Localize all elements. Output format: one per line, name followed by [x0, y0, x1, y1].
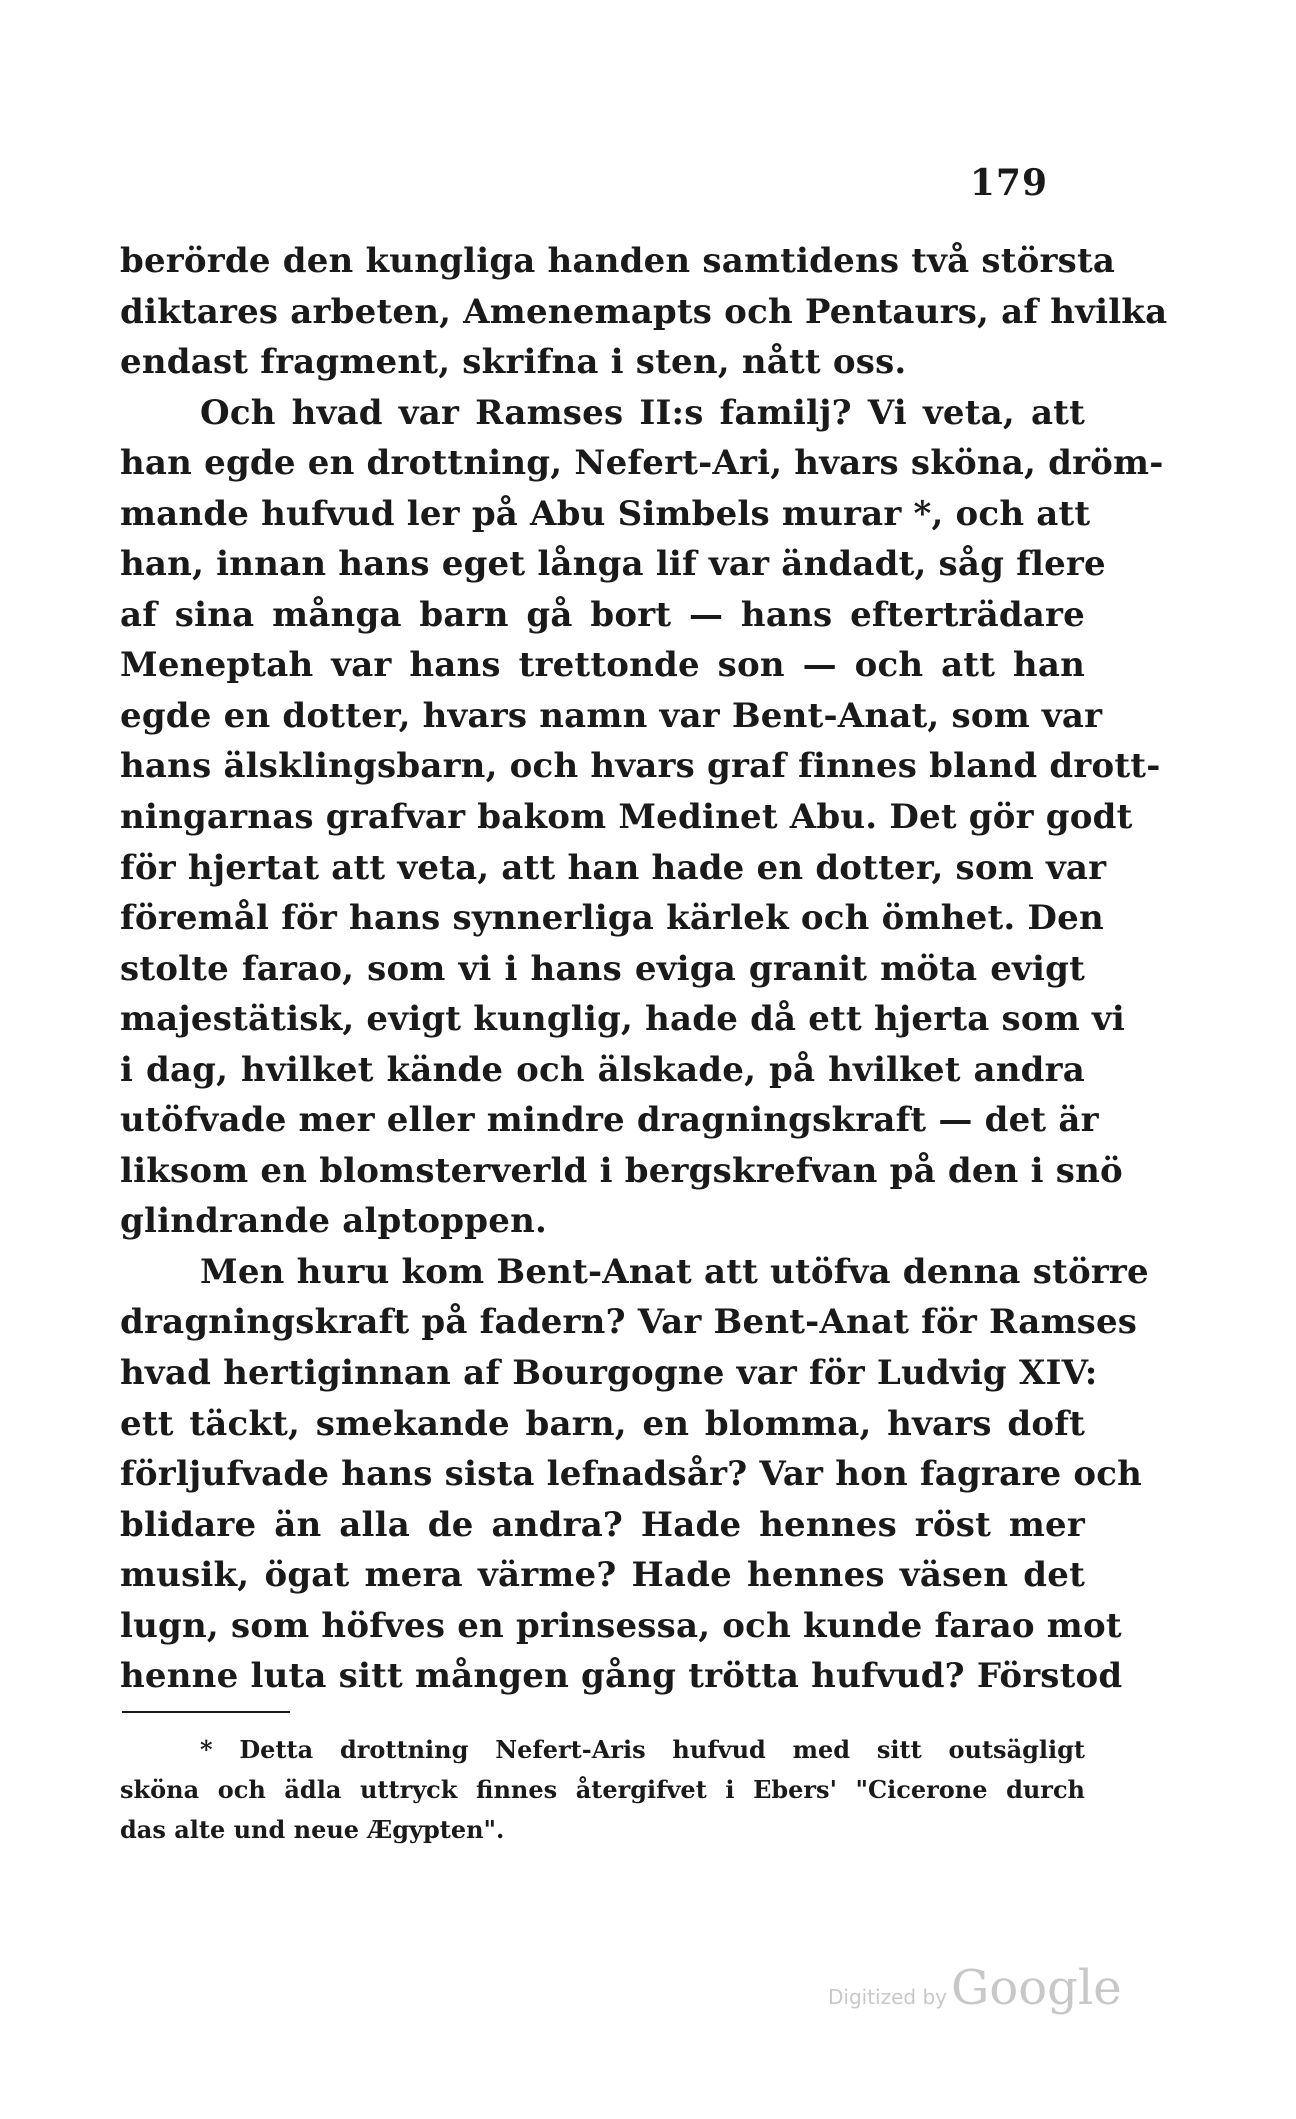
text-line: han, innan hans eget långa lif var ändadt, såg flere [120, 544, 1106, 585]
footnote [120, 1730, 1085, 1850]
text-line: henne luta sitt mången gång trötta hufvud? Förstod [120, 1656, 1123, 1697]
text-line: för hjertat att veta, att han hade en dotter, som var [120, 847, 1107, 888]
text-line: hvad hertiginnan af Bourgogne var för Ludvig XIV: [120, 1353, 1098, 1394]
footnote-line: sköna och ädla uttryck finnes återgifvet i Ebers' "Cicerone durch [120, 1775, 1085, 1804]
text-line: liksom en blomsterverld i bergskrefvan på den i snö [120, 1150, 1123, 1191]
text-line: musik, ögat mera värme? Hade hennes väsen det [120, 1555, 1085, 1596]
text-line: af sina många barn gå bort — hans efterträdare [120, 594, 1085, 635]
text-line: dragningskraft på fadern? Var Bent-Anat för Ramses [120, 1302, 1138, 1343]
body-text [120, 236, 1168, 1702]
text-line: endast fragment, skrifna i sten, nått oss. [120, 342, 907, 383]
google-logo: Google [951, 1960, 1122, 2016]
text-line: Men huru kom Bent-Anat att utöfva denna större [200, 1251, 1149, 1292]
footnote-line: * Detta drottning Nefert-Aris hufvud med sitt outsägligt [200, 1735, 1085, 1764]
footnote-divider [122, 1711, 290, 1713]
text-line: glindrande alptoppen. [120, 1201, 548, 1242]
text-line: Meneptah var hans trettonde son — och att han [120, 645, 1085, 686]
text-line: diktares arbeten, Amenemapts och Pentaurs, af hvilka [120, 291, 1168, 332]
text-line: ett täckt, smekande barn, en blomma, hvars doft [120, 1403, 1085, 1444]
text-line: han egde en drottning, Nefert-Ari, hvars sköna, dröm- [120, 443, 1164, 484]
text-line: i dag, hvilket kände och älskade, på hvilket andra [120, 1049, 1085, 1090]
text-line: majestätisk, evigt kunglig, hade då ett hjerta som vi [120, 999, 1126, 1040]
text-line: lugn, som höfves en prinsessa, och kunde farao mot [120, 1605, 1122, 1646]
text-line: förljufvade hans sista lefnadsår? Var hon fagrare och [120, 1454, 1143, 1495]
text-line: blidare än alla de andra? Hade hennes röst mer [120, 1504, 1085, 1545]
text-line: föremål för hans synnerliga kärlek och ömhet. Den [120, 898, 1104, 939]
text-line: hans älsklingsbarn, och hvars graf finnes bland drott- [120, 746, 1161, 787]
text-line: egde en dotter, hvars namn var Bent-Anat, som var [120, 695, 1103, 736]
text-line: berörde den kungliga handen samtidens två största [120, 241, 1116, 281]
digitized-watermark [828, 1960, 1122, 2016]
text-line: stolte farao, som vi i hans eviga granit möta evigt [120, 948, 1085, 989]
footnote-line: das alte und neue Ægypten". [120, 1815, 505, 1844]
watermark-prefix: Digitized by [828, 1985, 947, 2009]
text-line: mande hufvud ler på Abu Simbels murar *, och att [120, 493, 1091, 534]
text-line: Och hvad var Ramses II:s familj? Vi veta, att [200, 392, 1085, 433]
page-number: 179 [969, 162, 1048, 204]
text-line: utöfvade mer eller mindre dragningskraft — det är [120, 1100, 1099, 1141]
text-line: ningarnas grafvar bakom Medinet Abu. Det gör godt [120, 797, 1133, 838]
